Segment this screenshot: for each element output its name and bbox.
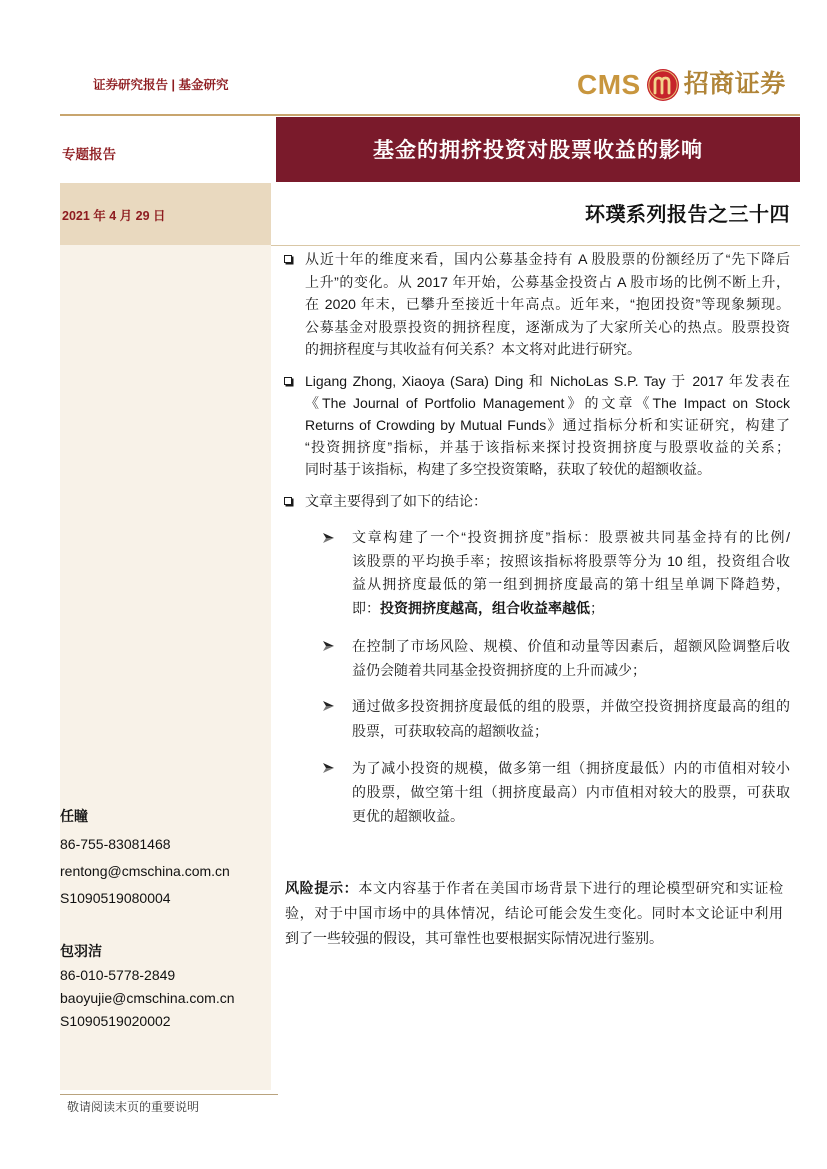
footer-divider (60, 1094, 278, 1095)
logo-latin-text: CMS (577, 69, 641, 100)
risk-warning (285, 876, 783, 951)
analyst-license: S1090519020002 (60, 1013, 171, 1029)
summary-line: 文章主要得到了如下的结论： (305, 493, 487, 509)
cms-logo (577, 67, 786, 103)
report-title: 基金的拥挤投资对股票收益的影响 (373, 137, 703, 162)
logo-chinese-text: 招商证券 (683, 71, 786, 98)
analyst-email: baoyujie@cmschina.com.cn (60, 990, 235, 1006)
conclusion-line: 在控制了市场风险、规模、价值和动量等因素后，超额风险调整后收 (352, 638, 790, 654)
summary-line: 同时基于该指标，构建了多空投资策略，获取了较优的超额收益。 (305, 461, 711, 477)
conclusion-line: 的股票，做空第十组（拥挤度最高）内市值相对较大的股票，可获取 (352, 784, 790, 800)
conclusion-1 (352, 526, 790, 621)
conclusion-line (352, 597, 790, 621)
summary-line: 公募基金对股票投资的拥挤程度，逐渐成为了大家所关心的热点。股票投资 (305, 318, 790, 335)
analyst-name: 包羽洁 (60, 943, 102, 959)
series-label: 环璞系列报告之三十四 (585, 204, 790, 226)
summary-line: Ligang Zhong, Xiaoya (Sara) Ding 和 NichoLas S.P. Tay 于 2017 年发表在 (305, 373, 790, 389)
report-date: 2021 年 4 月 29 日 (62, 209, 166, 223)
summary-line: “投资拥挤度”指标，并基于该指标来探讨投资拥挤度与股票收益的关系； (305, 439, 790, 455)
analyst-name: 任瞳 (60, 808, 88, 824)
summary-line: Returns of Crowding by Mutual Funds》通过指标分析和实证研究，构建了 (305, 417, 790, 433)
risk-line: 验，对于中国市场中的具体情况，结论可能会发生变化。同时本文论证中利用 (285, 904, 783, 921)
summary-bullet-2 (305, 370, 790, 480)
arrow-bullet-icon (323, 763, 334, 773)
conclusion-line: 文章构建了一个“投资拥挤度”指标：股票被共同基金持有的比例/ (352, 529, 790, 545)
cms-emblem-icon (646, 68, 680, 102)
conclusion-4 (352, 756, 790, 828)
arrow-bullet-icon (323, 701, 334, 711)
conclusion-line: 益从拥挤度最低的第一组到拥挤度最高的第十组呈单调下降趋势， (352, 576, 790, 593)
series-divider (271, 245, 800, 246)
conclusion-suffix: ； (590, 600, 604, 617)
summary-line: 《The Journal of Portfolio Management》的文章《The Impact on Stock (305, 395, 790, 411)
header-divider (60, 114, 800, 116)
risk-line (285, 876, 783, 901)
footer-note: 敬请阅读末页的重要说明 (67, 1100, 200, 1114)
analyst-phone: 86-755-83081468 (60, 836, 171, 852)
conclusion-prefix: 即： (352, 600, 380, 617)
conclusion-line: 该股票的平均换手率；按照该指标将股票等分为 10 组，投资组合收 (352, 552, 790, 569)
conclusion-emphasis: 投资拥挤度越高，组合收益率越低 (380, 600, 590, 617)
risk-label: 风险提示： (285, 879, 359, 896)
analyst-license: S1090519080004 (60, 890, 171, 906)
conclusion-2 (352, 634, 790, 682)
risk-line: 到了一些较强的假设，其可靠性也要根据实际情况进行鉴别。 (285, 929, 663, 946)
conclusion-3 (352, 694, 790, 744)
arrow-bullet-icon (323, 641, 334, 651)
summary-line: 上升”的变化。从 2017 年开始，公募基金投资占 A 股市场的比例不断上升， (305, 273, 790, 290)
conclusion-line: 股票，可获取较高的超额收益； (352, 722, 548, 739)
report-type: 专题报告 (62, 147, 116, 162)
square-bullet-icon (284, 255, 292, 263)
arrow-bullet-icon (323, 533, 334, 543)
conclusion-line: 通过做多投资拥挤度最低的组的股票，并做空投资拥挤度最高的组的 (352, 697, 790, 714)
analyst-phone: 86-010-5778-2849 (60, 967, 176, 983)
title-banner (276, 117, 800, 182)
risk-text: 本文内容基于作者在美国市场背景下进行的理论模型研究和实证检 (358, 879, 784, 896)
conclusion-line: 更优的超额收益。 (352, 808, 464, 824)
summary-line: 从近十年的维度来看，国内公募基金持有 A 股股票的份额经历了“先下降后 (305, 251, 790, 267)
analyst-sidebar (60, 245, 271, 1090)
analyst-email: rentong@cmschina.com.cn (60, 863, 230, 879)
square-bullet-icon (284, 497, 292, 505)
date-cell (60, 183, 271, 245)
conclusion-line: 为了减小投资的规模，做多第一组（拥挤度最低）内的市值相对较小 (352, 760, 790, 776)
summary-bullet-1 (305, 248, 790, 361)
conclusion-line: 益仍会随着共同基金投资拥挤度的上升而减少； (352, 662, 646, 678)
report-category: 证券研究报告 | 基金研究 (93, 78, 229, 92)
summary-bullet-3 (305, 490, 790, 512)
summary-line: 的拥挤程度与其收益有何关系？本文将对此进行研究。 (305, 341, 641, 357)
summary-line: 在 2020 年末，已攀升至接近十年高点。近年来，“抱团投资”等现象频现。 (305, 296, 790, 312)
square-bullet-icon (284, 377, 292, 385)
